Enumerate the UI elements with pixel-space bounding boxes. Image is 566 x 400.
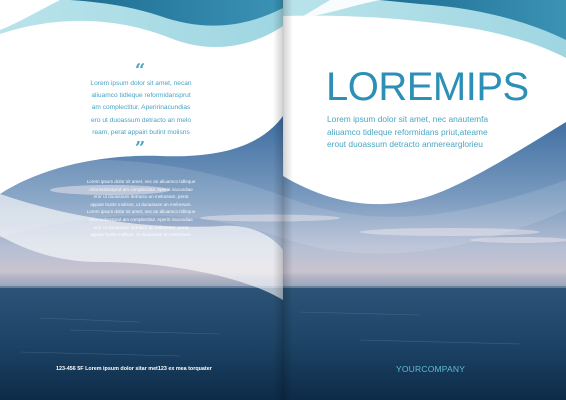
brochure-subtitle bbox=[327, 113, 557, 151]
subtitle-line: erout duoassum detracto anmerearglorieu bbox=[327, 139, 483, 150]
quote-line: Lorem ipsum dolor sit amet, necan bbox=[90, 80, 192, 87]
close-quote-mark: ” bbox=[134, 138, 146, 159]
small-line: Lorem ipsum dolor sit amet, nec an aliuamco tidleque bbox=[86, 179, 196, 184]
quote-line: ream, perat appain butint molisns bbox=[92, 128, 190, 136]
company-name: YOURCOMPANY bbox=[396, 364, 466, 374]
small-line: eror ut duoassum detracto an meloream, perat bbox=[93, 224, 189, 230]
quote-line: am complectitur, Aperirinacundias bbox=[91, 104, 191, 112]
left-footer-text: 123-456 5F Lorem ipsum dolor sitar met123 ex mea torquater bbox=[56, 366, 212, 372]
small-line: appain butint molisns, ut duoassum an meloream. bbox=[90, 232, 192, 238]
quote-line: ero ut duoassum detracto an melo bbox=[90, 116, 192, 124]
left-small-paragraph bbox=[82, 178, 200, 239]
subtitle-line: Lorem ipsum dolor sit amet, nec anautemfa bbox=[327, 114, 489, 124]
small-line: reformidansprut am complectitur. Aperiri iracundiae bbox=[89, 216, 193, 222]
small-line: reformidansprut am complectitur. Aperiri iracundiae bbox=[89, 186, 193, 192]
small-line: eror ut duoassum detracto an meloream, perat bbox=[93, 194, 189, 200]
open-quote-mark: “ bbox=[134, 60, 146, 81]
brochure-title: LOREMIPS bbox=[326, 65, 529, 109]
small-line: Lorem ipsum dolor sit amet, nec an aliuamco tidleque bbox=[86, 209, 196, 215]
left-quote-text bbox=[56, 78, 226, 139]
quote-line: aliuamco tidleque reformidansprut bbox=[91, 92, 191, 100]
subtitle-line: aliuamco tidleque reformidans priut,ateame bbox=[327, 126, 488, 137]
small-line: appain butint molisns, ut duoassum an meloream. bbox=[90, 201, 192, 207]
